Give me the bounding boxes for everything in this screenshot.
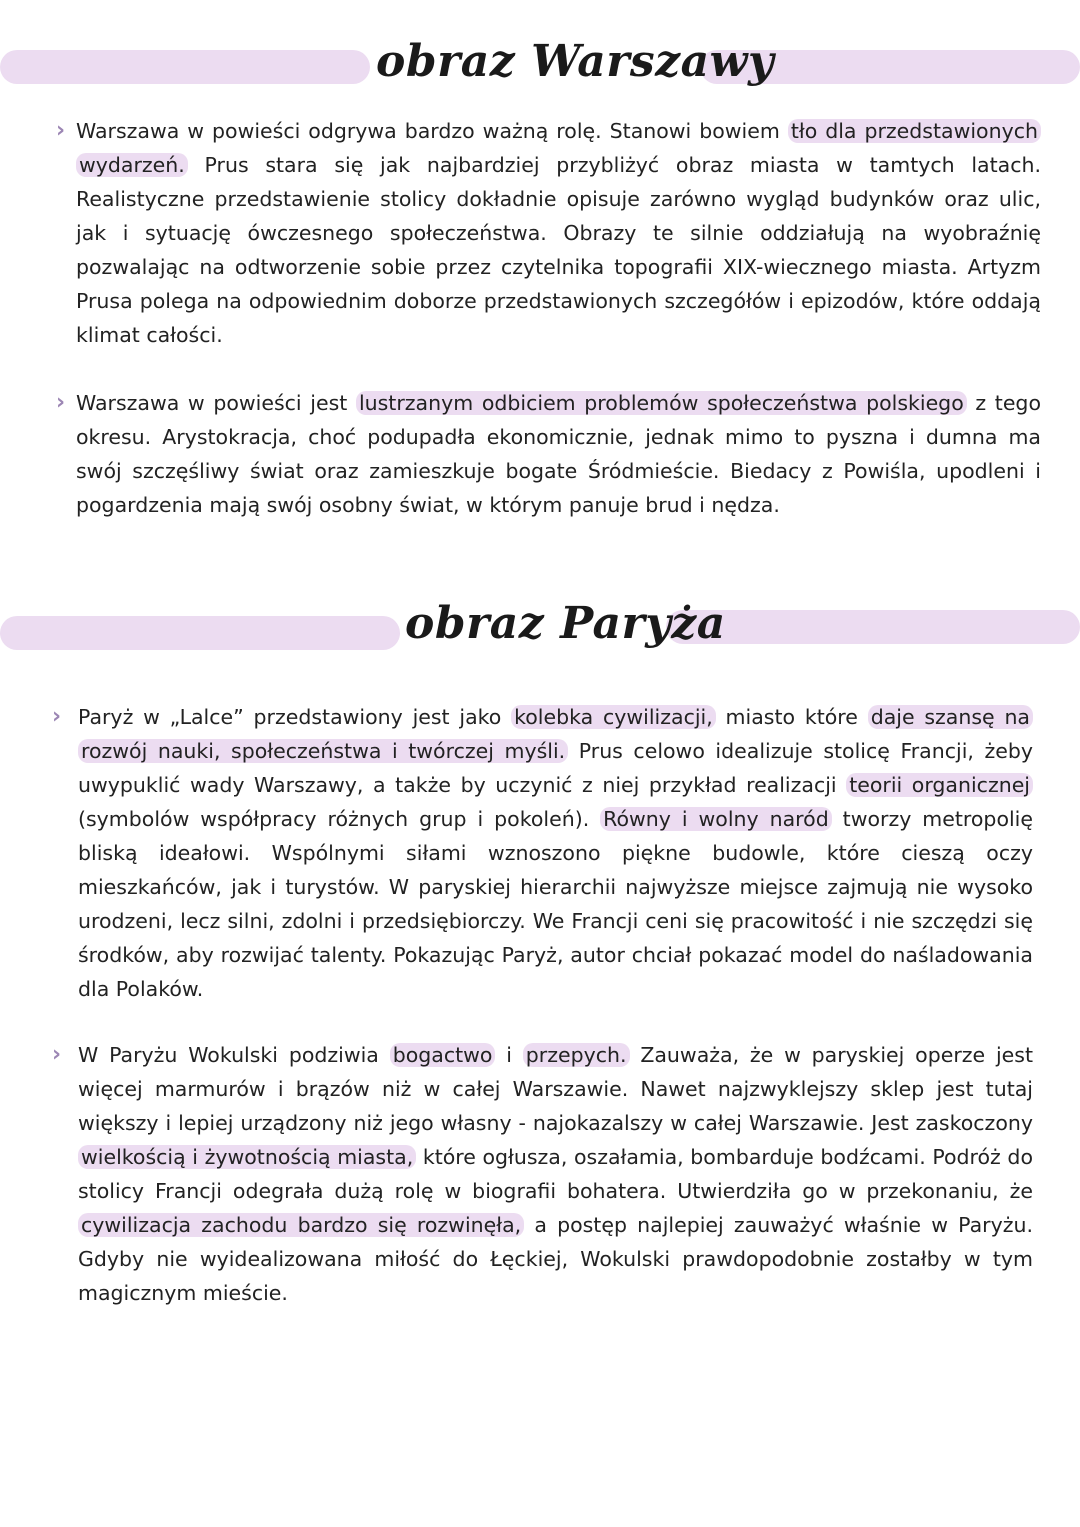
paragraph-paryz-2 (78, 1038, 1033, 1310)
bullet-icon: › (56, 118, 66, 143)
paragraph-warszawa-1 (76, 114, 1041, 352)
heading-bar-right (666, 610, 1080, 644)
paragraph-text: a postęp najlepiej zauważyć właśnie w Paryżu. Gdyby nie wyidealizowana miłość do Łęckiej, Wokulski prawdopodobnie zostałby w tym magicznym mieście. (78, 1213, 1033, 1305)
section-title-warszawa: obraz Warszawy (376, 36, 775, 87)
paragraph-text: z tego okresu. Arystokracja, choć podupadła ekonomicznie, jednak mimo to pyszna i dumna ma swój szczęśliwy świat oraz zamieszkuje bogate Śródmieście. Biedacy z Powiśla, upodleni i pogardzenia mają swój osobny świat, w którym panuje brud i nędza. (76, 391, 1041, 517)
paragraph-warszawa-2 (76, 386, 1041, 522)
bullet-icon: › (56, 390, 66, 415)
paragraph-text: W Paryżu Wokulski podziwia (78, 1043, 390, 1067)
heading-bar-left (0, 616, 400, 650)
heading-warszawa-row (0, 36, 1080, 94)
paragraph-paryz-1 (78, 700, 1033, 1006)
paragraph-text: które ogłusza, oszałamia, bombarduje bodźcami. Podróż do stolicy Francji odegrała dużą rolę w biografii bohatera. Utwierdziła go w przekonaniu, że (78, 1145, 1033, 1203)
paragraph-text: miasto które (715, 705, 868, 729)
highlight: Równy i wolny naród (600, 807, 832, 831)
heading-paryz-row (0, 598, 1080, 656)
section-title-paryz: obraz Paryża (405, 598, 726, 649)
paragraph-text: Prus stara się jak najbardziej przybliżyć obraz miasta w tamtych latach. Realistyczne przedstawienie stolicy dokładnie opisuje zarówno wygląd budynków oraz ulic, jak i sytuację ówczesnego społeczeństwa. Obrazy te silnie oddziałują na wyobraźnię pozwalając na odtworzenie sobie przez czytelnika topografii XIX-wiecznego miasta. Artyzm Prusa polega na odpowiednim doborze przedstawionych szczegółów i epizodów, które oddają klimat całości. (76, 153, 1041, 347)
bullet-icon: › (52, 1042, 62, 1067)
paragraph-text: Prus celowo idealizuje stolicę Francji, żeby uwypuklić wady Warszawy, a także by uczynić z niej przykład realizacji (78, 739, 1033, 797)
paragraph-text: i (495, 1043, 523, 1067)
paragraph-text: Warszawa w powieści odgrywa bardzo ważną rolę. Stanowi bowiem (76, 119, 788, 143)
highlight: cywilizacja zachodu bardzo się rozwinęła, (78, 1213, 524, 1237)
highlight: teorii organicznej (846, 773, 1033, 797)
highlight: lustrzanym odbiciem problemów społeczeństwa polskiego (356, 391, 967, 415)
bullet-icon: › (52, 704, 62, 729)
highlight: przepych. (523, 1043, 630, 1067)
highlight: bogactwo (390, 1043, 496, 1067)
paragraph-text: (symbolów współpracy różnych grup i pokoleń). (78, 807, 601, 831)
highlight: daje szansę na rozwój nauki, społeczeństwa i twórczej myśli. (78, 705, 1033, 763)
heading-bar-left (0, 50, 370, 84)
paragraph-text: tworzy metropolię bliską ideałowi. Wspólnymi siłami wznoszono piękne budowle, które cieszą oczy mieszkańców, jak i turystów. W paryskiej hierarchii najwyższe miejsce zajmują nie wysoko urodzeni, lecz silni, zdolni i przedsiębiorczy. We Francji ceni się pracowitość i nie szczędzi się środków, aby rozwijać talenty. Pokazując Paryż, autor chciał pokazać model do naśladowania dla Polaków. (78, 807, 1033, 1001)
paragraph-text: Paryż w „Lalce” przedstawiony jest jako (78, 705, 512, 729)
highlight: kolebka cywilizacji, (511, 705, 716, 729)
paragraph-text: Warszawa w powieści jest (76, 391, 356, 415)
highlight: tło dla przedstawionych wydarzeń. (76, 119, 1041, 177)
paragraph-text: Zauważa, że w paryskiej operze jest więcej marmurów i brązów niż w całej Warszawie. Nawet najzwyklejszy sklep jest tutaj większy i lepiej urządzony niż jego własny - najokazalszy w całej Warszawie. Jest zaskoczony (78, 1043, 1033, 1135)
highlight: wielkością i żywotnością miasta, (78, 1145, 416, 1169)
